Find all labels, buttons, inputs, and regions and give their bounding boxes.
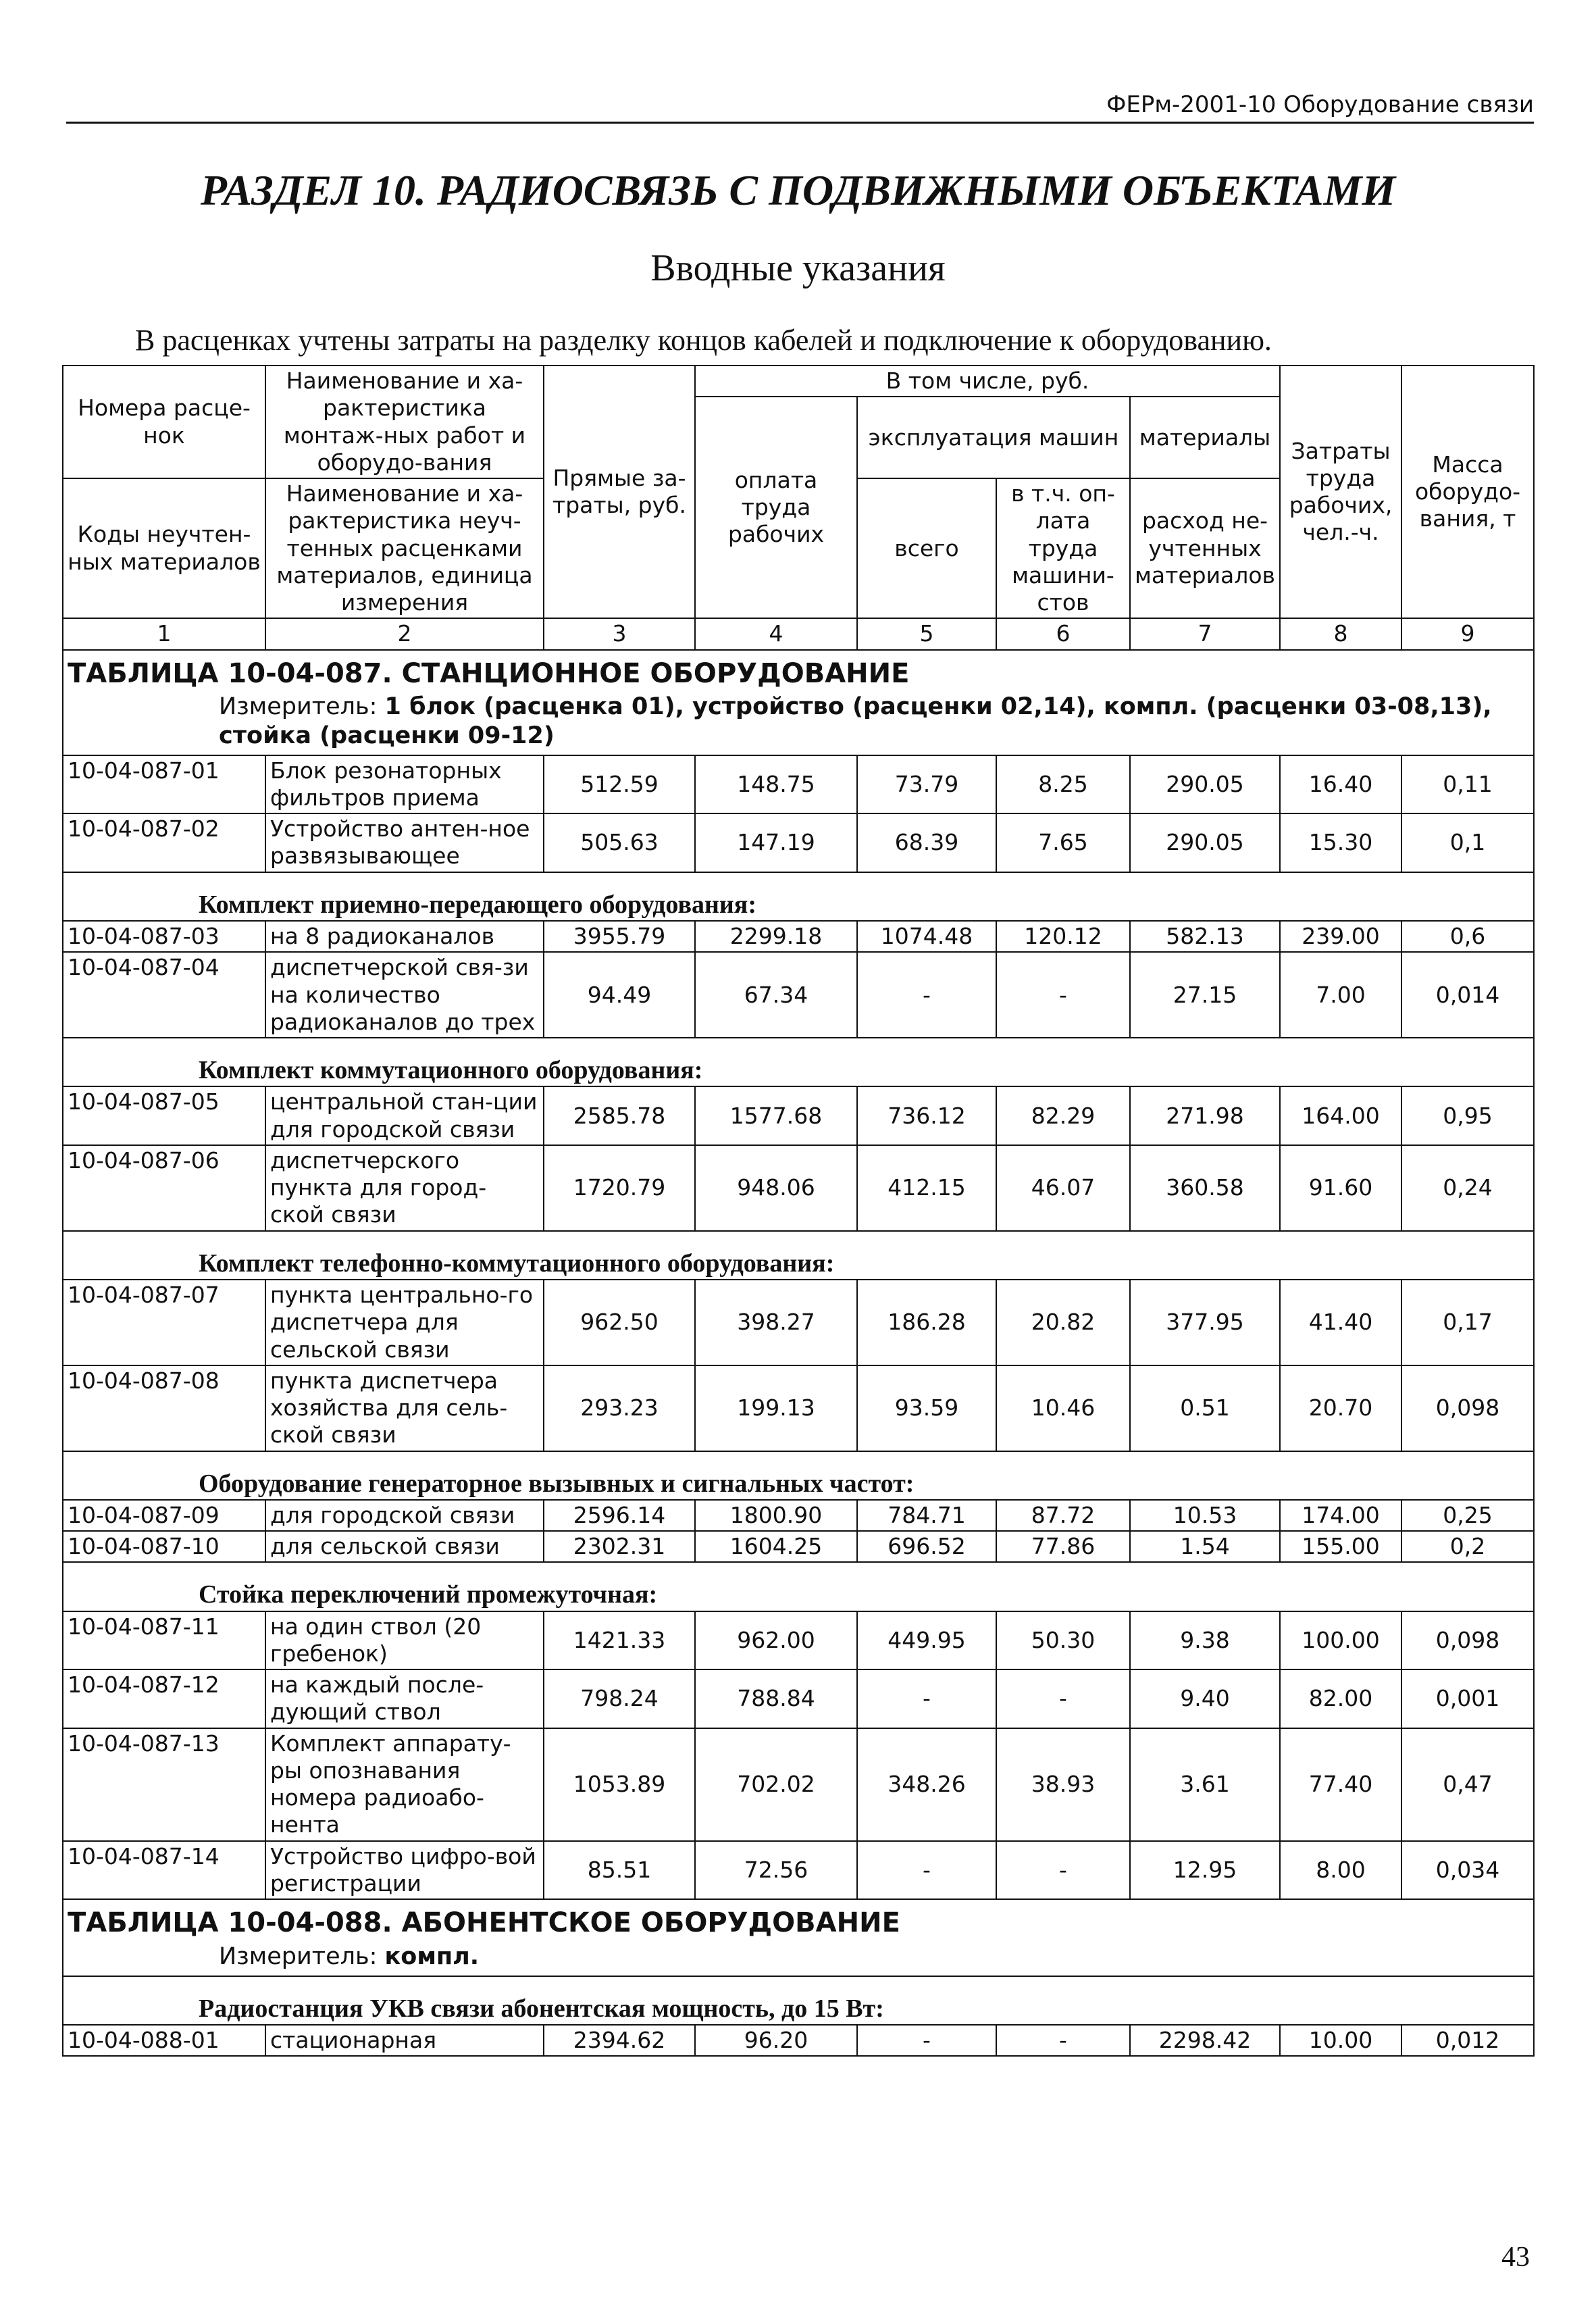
rate-code: 10-04-087-07 (63, 1280, 265, 1365)
equipment-mass: 0,012 (1401, 2025, 1534, 2056)
worker-pay: 72.56 (695, 1841, 857, 1900)
machinist-pay: - (996, 2025, 1130, 2056)
price-table (62, 365, 1535, 2057)
machine-total: 736.12 (857, 1086, 996, 1145)
rate-code: 10-04-087-14 (63, 1841, 265, 1900)
table-row (63, 921, 1534, 952)
rate-code: 10-04-087-05 (63, 1086, 265, 1145)
direct-costs: 512.59 (544, 755, 695, 814)
labor-hours: 10.00 (1280, 2025, 1401, 2056)
machine-total: - (857, 1669, 996, 1728)
equipment-mass: 0,17 (1401, 1280, 1534, 1365)
labor-hours: 91.60 (1280, 1145, 1401, 1231)
group-heading: Стойка переключений промежуточная: (63, 1562, 1534, 1611)
direct-costs: 1421.33 (544, 1611, 695, 1670)
direct-costs: 85.51 (544, 1841, 695, 1900)
machinist-pay: - (996, 952, 1130, 1038)
worker-pay: 148.75 (695, 755, 857, 814)
equipment-mass: 0,2 (1401, 1531, 1534, 1562)
work-name: на 8 радиоканалов (265, 921, 544, 952)
materials-cost: 360.58 (1130, 1145, 1280, 1231)
work-name: на один ствол (20 гребенок) (265, 1611, 544, 1670)
materials-cost: 1.54 (1130, 1531, 1280, 1562)
group-row (63, 1038, 1534, 1086)
equipment-mass: 0,1 (1401, 813, 1534, 872)
machinist-pay: 46.07 (996, 1145, 1130, 1231)
worker-pay: 962.00 (695, 1611, 857, 1670)
work-name: центральной стан-ции для городской связи (265, 1086, 544, 1145)
col-head-machinist-pay: в т.ч. оп-лата труда машини-стов (996, 478, 1130, 618)
equipment-mass: 0,11 (1401, 755, 1534, 814)
machine-total: 73.79 (857, 755, 996, 814)
rate-code: 10-04-087-06 (63, 1145, 265, 1231)
section-title: РАЗДЕЛ 10. РАДИОСВЯЗЬ С ПОДВИЖНЫМИ ОБЪЕКТАМИ (200, 166, 1396, 214)
worker-pay: 702.02 (695, 1728, 857, 1841)
materials-cost: 27.15 (1130, 952, 1280, 1038)
running-title: ФЕРм-2001-10 Оборудование связи (1106, 91, 1534, 118)
work-name: на каждый после-дующий ствол (265, 1669, 544, 1728)
table-row (63, 1841, 1534, 1900)
table-row (63, 1611, 1534, 1670)
direct-costs: 2302.31 (544, 1531, 695, 1562)
col-head-work-name: Наименование и ха-рактеристика монтаж-ных работ и оборудо-вания (265, 366, 544, 478)
measure-row (63, 693, 1534, 755)
labor-hours: 239.00 (1280, 921, 1401, 952)
header-rule (66, 122, 1534, 124)
col-head-machine-use: эксплуатация машин (857, 397, 1130, 478)
machine-total: 784.71 (857, 1500, 996, 1531)
materials-cost: 582.13 (1130, 921, 1280, 952)
machine-total: 696.52 (857, 1531, 996, 1562)
table-row (63, 813, 1534, 872)
materials-cost: 2298.42 (1130, 2025, 1280, 2056)
table-title: ТАБЛИЦА 10-04-087. СТАНЦИОННОЕ ОБОРУДОВАНИЕ (63, 650, 1534, 693)
table-row (63, 1531, 1534, 1562)
group-row (63, 1231, 1534, 1280)
table-title: ТАБЛИЦА 10-04-088. АБОНЕНТСКОЕ ОБОРУДОВАНИЕ (63, 1899, 1534, 1942)
labor-hours: 164.00 (1280, 1086, 1401, 1145)
materials-cost: 9.38 (1130, 1611, 1280, 1670)
machinist-pay: 38.93 (996, 1728, 1130, 1841)
measure-unit (63, 693, 1534, 755)
table-row (63, 1280, 1534, 1365)
work-name: для сельской связи (265, 1531, 544, 1562)
col-number: 3 (544, 618, 695, 649)
worker-pay: 1604.25 (695, 1531, 857, 1562)
work-name: диспетчерского пункта для город-ской связи (265, 1145, 544, 1231)
group-row (63, 1562, 1534, 1611)
col-number: 6 (996, 618, 1130, 649)
col-number: 4 (695, 618, 857, 649)
rate-code: 10-04-087-02 (63, 813, 265, 872)
measure-row (63, 1942, 1534, 1976)
materials-cost: 290.05 (1130, 813, 1280, 872)
worker-pay: 147.19 (695, 813, 857, 872)
page-number: 43 (1501, 2242, 1530, 2273)
machinist-pay: 77.86 (996, 1531, 1130, 1562)
labor-hours: 77.40 (1280, 1728, 1401, 1841)
col-number: 5 (857, 618, 996, 649)
equipment-mass: 0,95 (1401, 1086, 1534, 1145)
machine-total: - (857, 1841, 996, 1900)
equipment-mass: 0,6 (1401, 921, 1534, 952)
materials-cost: 9.40 (1130, 1669, 1280, 1728)
direct-costs: 962.50 (544, 1280, 695, 1365)
col-head-worker-pay: оплата труда рабочих (695, 397, 857, 618)
rate-code: 10-04-087-04 (63, 952, 265, 1038)
group-heading: Радиостанция УКВ связи абонентская мощность, до 15 Вт: (63, 1976, 1534, 2025)
rate-code: 10-04-087-10 (63, 1531, 265, 1562)
equipment-mass: 0,001 (1401, 1669, 1534, 1728)
measure-unit (63, 1942, 1534, 1976)
column-number-row (63, 618, 1534, 649)
table-row (63, 1365, 1534, 1451)
table-row (63, 1500, 1534, 1531)
measure-label: Измеритель: (219, 693, 378, 721)
materials-cost: 290.05 (1130, 755, 1280, 814)
worker-pay: 2299.18 (695, 921, 857, 952)
group-heading: Комплект коммутационного оборудования: (63, 1038, 1534, 1086)
labor-hours: 15.30 (1280, 813, 1401, 872)
worker-pay: 199.13 (695, 1365, 857, 1451)
equipment-mass: 0,25 (1401, 1500, 1534, 1531)
work-name: Комплект аппарату-ры опознавания номера радиоабо-нента (265, 1728, 544, 1841)
col-head-machine-total: всего (857, 478, 996, 618)
direct-costs: 505.63 (544, 813, 695, 872)
table-title-row (63, 1899, 1534, 1942)
equipment-mass: 0,034 (1401, 1841, 1534, 1900)
machine-total: 449.95 (857, 1611, 996, 1670)
machinist-pay: 82.29 (996, 1086, 1130, 1145)
col-head-direct-costs: Прямые за-траты, руб. (544, 366, 695, 618)
direct-costs: 798.24 (544, 1669, 695, 1728)
rate-code: 10-04-087-12 (63, 1669, 265, 1728)
intro-note: В расценках учтены затраты на разделку концов кабелей и подключение к оборудованию. (135, 324, 1272, 357)
direct-costs: 1053.89 (544, 1728, 695, 1841)
machinist-pay: 7.65 (996, 813, 1130, 872)
work-name: пункта диспетчера хозяйства для сель-ской связи (265, 1365, 544, 1451)
worker-pay: 96.20 (695, 2025, 857, 2056)
equipment-mass: 0,24 (1401, 1145, 1534, 1231)
work-name: Блок резонаторных фильтров приема (265, 755, 544, 814)
measure-value: 1 блок (расценка 01), устройство (расценки 02,14), компл. (расценки 03-08,13), стойка (расценки 09-12) (219, 693, 1492, 749)
rate-code: 10-04-087-09 (63, 1500, 265, 1531)
machine-total: 68.39 (857, 813, 996, 872)
worker-pay: 1577.68 (695, 1086, 857, 1145)
labor-hours: 7.00 (1280, 952, 1401, 1038)
measure-value: компл. (384, 1943, 480, 1971)
labor-hours: 82.00 (1280, 1669, 1401, 1728)
table-title-row (63, 650, 1534, 693)
rate-code: 10-04-087-11 (63, 1611, 265, 1670)
machinist-pay: 20.82 (996, 1280, 1130, 1365)
col-head-equipment-mass: Масса оборудо-вания, т (1401, 366, 1534, 618)
machinist-pay: - (996, 1669, 1130, 1728)
rate-code: 10-04-087-08 (63, 1365, 265, 1451)
direct-costs: 2394.62 (544, 2025, 695, 2056)
rate-code: 10-04-087-01 (63, 755, 265, 814)
col-head-labor-costs: Затраты труда рабочих, чел.-ч. (1280, 366, 1401, 618)
worker-pay: 398.27 (695, 1280, 857, 1365)
col-number: 8 (1280, 618, 1401, 649)
col-head-rate-number: Номера расце-нок (63, 366, 265, 478)
group-row (63, 1976, 1534, 2025)
labor-hours: 174.00 (1280, 1500, 1401, 1531)
machine-total: 1074.48 (857, 921, 996, 952)
machinist-pay: 120.12 (996, 921, 1130, 952)
materials-cost: 3.61 (1130, 1728, 1280, 1841)
machinist-pay: 8.25 (996, 755, 1130, 814)
col-number: 9 (1401, 618, 1534, 649)
work-name: для городской связи (265, 1500, 544, 1531)
col-head-unaccounted-materials: Наименование и ха-рактеристика неуч-тенных расценками материалов, единица измерения (265, 478, 544, 618)
labor-hours: 16.40 (1280, 755, 1401, 814)
col-number: 1 (63, 618, 265, 649)
machine-total: 93.59 (857, 1365, 996, 1451)
table-row (63, 952, 1534, 1038)
materials-cost: 12.95 (1130, 1841, 1280, 1900)
work-name: Устройство антен-ное развязывающее (265, 813, 544, 872)
table-row (63, 1728, 1534, 1841)
col-head-unaccounted-consumption: расход не-учтенных материалов (1130, 478, 1280, 618)
materials-cost: 0.51 (1130, 1365, 1280, 1451)
work-name: Устройство цифро-вой регистрации (265, 1841, 544, 1900)
materials-cost: 271.98 (1130, 1086, 1280, 1145)
work-name: диспетчерской свя-зи на количество радиоканалов до трех (265, 952, 544, 1038)
worker-pay: 67.34 (695, 952, 857, 1038)
direct-costs: 94.49 (544, 952, 695, 1038)
labor-hours: 20.70 (1280, 1365, 1401, 1451)
worker-pay: 788.84 (695, 1669, 857, 1728)
col-head-including: В том числе, руб. (695, 366, 1280, 397)
labor-hours: 100.00 (1280, 1611, 1401, 1670)
col-number: 7 (1130, 618, 1280, 649)
equipment-mass: 0,098 (1401, 1365, 1534, 1451)
table-row (63, 1145, 1534, 1231)
work-name: пункта центрально-го диспетчера для сельской связи (265, 1280, 544, 1365)
group-heading: Комплект приемно-передающего оборудования: (63, 872, 1534, 921)
labor-hours: 155.00 (1280, 1531, 1401, 1562)
machinist-pay: 50.30 (996, 1611, 1130, 1670)
direct-costs: 2585.78 (544, 1086, 695, 1145)
machine-total: 412.15 (857, 1145, 996, 1231)
worker-pay: 1800.90 (695, 1500, 857, 1531)
group-heading: Оборудование генераторное вызывных и сигнальных частот: (63, 1451, 1534, 1500)
materials-cost: 10.53 (1130, 1500, 1280, 1531)
group-heading: Комплект телефонно-коммутационного оборудования: (63, 1231, 1534, 1280)
measure-label: Измеритель: (219, 1943, 378, 1971)
direct-costs: 1720.79 (544, 1145, 695, 1231)
direct-costs: 293.23 (544, 1365, 695, 1451)
machinist-pay: - (996, 1841, 1130, 1900)
equipment-mass: 0,014 (1401, 952, 1534, 1038)
rate-code: 10-04-087-13 (63, 1728, 265, 1841)
col-number: 2 (265, 618, 544, 649)
col-head-unaccounted-codes: Коды неучтен-ных материалов (63, 478, 265, 618)
worker-pay: 948.06 (695, 1145, 857, 1231)
labor-hours: 8.00 (1280, 1841, 1401, 1900)
table-row (63, 1669, 1534, 1728)
table-row (63, 1086, 1534, 1145)
intro-title: Вводные указания (650, 247, 946, 289)
labor-hours: 41.40 (1280, 1280, 1401, 1365)
direct-costs: 3955.79 (544, 921, 695, 952)
col-head-materials: материалы (1130, 397, 1280, 478)
rate-code: 10-04-087-03 (63, 921, 265, 952)
table-row (63, 755, 1534, 814)
machine-total: 348.26 (857, 1728, 996, 1841)
machinist-pay: 87.72 (996, 1500, 1130, 1531)
header-row-1 (63, 366, 1534, 397)
machinist-pay: 10.46 (996, 1365, 1130, 1451)
direct-costs: 2596.14 (544, 1500, 695, 1531)
rate-code: 10-04-088-01 (63, 2025, 265, 2056)
group-row (63, 1451, 1534, 1500)
table-row (63, 2025, 1534, 2056)
machine-total: - (857, 952, 996, 1038)
work-name: стационарная (265, 2025, 544, 2056)
equipment-mass: 0,098 (1401, 1611, 1534, 1670)
machine-total: 186.28 (857, 1280, 996, 1365)
equipment-mass: 0,47 (1401, 1728, 1534, 1841)
materials-cost: 377.95 (1130, 1280, 1280, 1365)
table-body (63, 366, 1534, 2056)
group-row (63, 872, 1534, 921)
machine-total: - (857, 2025, 996, 2056)
